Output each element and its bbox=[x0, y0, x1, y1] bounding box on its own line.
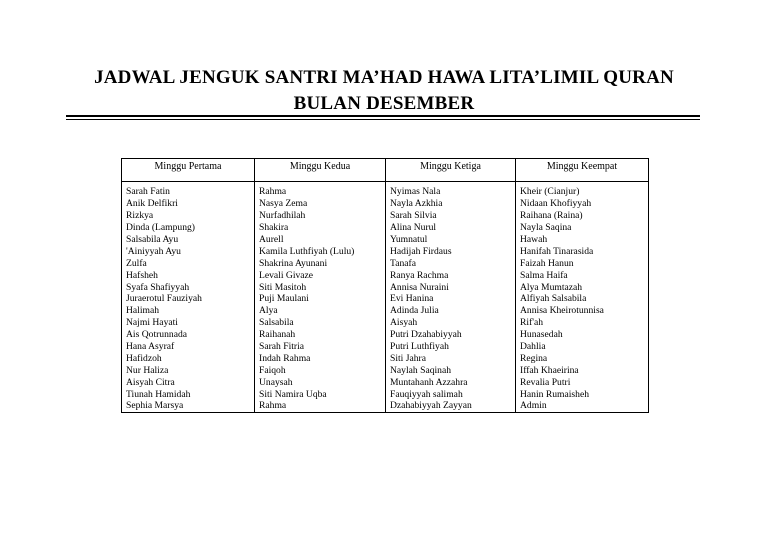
table-row bbox=[122, 293, 649, 305]
table-cell-week-4: Nidaan Khofiyyah bbox=[516, 198, 649, 210]
title-rule-thick bbox=[66, 115, 700, 117]
table-cell-week-4: Revalia Putri bbox=[516, 376, 649, 388]
table-cell-week-2: Nasya Zema bbox=[255, 198, 386, 210]
table-cell-week-1: Halimah bbox=[122, 305, 255, 317]
table-cell-week-1: Syafa Shafiyyah bbox=[122, 281, 255, 293]
table-cell-week-1: Aisyah Citra bbox=[122, 376, 255, 388]
table-cell-week-3: Putri Luthfiyah bbox=[386, 341, 516, 353]
table-cell-week-1: Sephia Marsya bbox=[122, 400, 255, 412]
table-cell-week-3: Yumnatul bbox=[386, 234, 516, 246]
table-cell-week-2: Shakrina Ayunani bbox=[255, 257, 386, 269]
table-cell-week-1: Salsabila Ayu bbox=[122, 234, 255, 246]
table-cell-week-4: Faizah Hanun bbox=[516, 257, 649, 269]
table-cell-week-1: Ais Qotrunnada bbox=[122, 329, 255, 341]
table-cell-week-2: Faiqoh bbox=[255, 364, 386, 376]
table-cell-week-1: Hafidzoh bbox=[122, 352, 255, 364]
table-cell-week-4: Rif'ah bbox=[516, 317, 649, 329]
table-cell-week-3: Evi Hanina bbox=[386, 293, 516, 305]
table-cell-week-1: Tiunah Hamidah bbox=[122, 388, 255, 400]
table-cell-week-3: Tanafa bbox=[386, 257, 516, 269]
table-row bbox=[122, 234, 649, 246]
table-cell-week-3: Nayla Azkhia bbox=[386, 198, 516, 210]
table-cell-week-2: Salsabila bbox=[255, 317, 386, 329]
table-cell-week-2: Aurell bbox=[255, 234, 386, 246]
table-row bbox=[122, 352, 649, 364]
table-cell-week-4: Iffah Khaeirina bbox=[516, 364, 649, 376]
table-cell-week-4: Alfiyah Salsabila bbox=[516, 293, 649, 305]
table-cell-week-4: Dahlia bbox=[516, 341, 649, 353]
table-cell-week-4: Annisa Kheirotunnisa bbox=[516, 305, 649, 317]
table-row bbox=[122, 198, 649, 210]
table-cell-week-3: Fauqiyyah salimah bbox=[386, 388, 516, 400]
table-cell-week-4: Hunasedah bbox=[516, 329, 649, 341]
table-cell-week-2: Unaysah bbox=[255, 376, 386, 388]
table-cell-week-3: Ranya Rachma bbox=[386, 269, 516, 281]
table-row bbox=[122, 222, 649, 234]
document-subtitle: BULAN DESEMBER bbox=[293, 93, 475, 114]
table-cell-week-4: Alya Mumtazah bbox=[516, 281, 649, 293]
table-cell-week-2: Levali Givaze bbox=[255, 269, 386, 281]
table-cell-week-3: Putri Dzahabiyyah bbox=[386, 329, 516, 341]
table-cell-week-4: Regina bbox=[516, 352, 649, 364]
table-cell-week-2: Siti Masitoh bbox=[255, 281, 386, 293]
table-cell-week-2: Nurfadhilah bbox=[255, 210, 386, 222]
table-cell-week-1: Anik Delfikri bbox=[122, 198, 255, 210]
table-cell-week-4: Admin bbox=[516, 400, 649, 412]
table-row bbox=[122, 400, 649, 412]
table-row bbox=[122, 186, 649, 198]
table-cell-week-3: Alina Nurul bbox=[386, 222, 516, 234]
table-cell-week-4: Hawah bbox=[516, 234, 649, 246]
table-cell-week-2: Raihanah bbox=[255, 329, 386, 341]
table-row bbox=[122, 376, 649, 388]
column-header-week-2: Minggu Kedua bbox=[255, 159, 386, 182]
table-cell-week-3: Sarah Silvia bbox=[386, 210, 516, 222]
table-cell-week-2: Indah Rahma bbox=[255, 352, 386, 364]
table-cell-week-1: Sarah Fatin bbox=[122, 186, 255, 198]
table-cell-week-4: Hanifah Tinarasida bbox=[516, 245, 649, 257]
table-cell-week-4: Nayla Saqina bbox=[516, 222, 649, 234]
table-cell-week-4: Salma Haifa bbox=[516, 269, 649, 281]
table-cell-week-1: Najmi Hayati bbox=[122, 317, 255, 329]
table-cell-week-4: Hanin Rumaisheh bbox=[516, 388, 649, 400]
table-cell-week-2: Puji Maulani bbox=[255, 293, 386, 305]
column-header-week-3: Minggu Ketiga bbox=[386, 159, 516, 182]
table-cell-week-2: Shakira bbox=[255, 222, 386, 234]
table-row bbox=[122, 341, 649, 353]
table-cell-week-3: Siti Jahra bbox=[386, 352, 516, 364]
table-cell-week-2: Alya bbox=[255, 305, 386, 317]
table-cell-week-2: Rahma bbox=[255, 186, 386, 198]
table-cell-week-3: Hadijah Firdaus bbox=[386, 245, 516, 257]
table-cell-week-1: Rizkya bbox=[122, 210, 255, 222]
table-row bbox=[122, 388, 649, 400]
table-cell-week-3: Dzahabiyyah Zayyan bbox=[386, 400, 516, 412]
table-cell-week-3: Nyimas Nala bbox=[386, 186, 516, 198]
table-cell-week-1: 'Ainiyyah Ayu bbox=[122, 245, 255, 257]
table-cell-week-2: Kamila Luthfiyah (Lulu) bbox=[255, 245, 386, 257]
table-cell-week-3: Naylah Saqinah bbox=[386, 364, 516, 376]
column-header-week-4: Minggu Keempat bbox=[516, 159, 649, 182]
table-cell-week-1: Hafsheh bbox=[122, 269, 255, 281]
table-row bbox=[122, 210, 649, 222]
table-cell-week-1: Nur Haliza bbox=[122, 364, 255, 376]
table-cell-week-1: Zulfa bbox=[122, 257, 255, 269]
visit-schedule-table bbox=[121, 158, 649, 413]
table-body bbox=[122, 182, 649, 413]
table-row bbox=[122, 269, 649, 281]
table-cell-week-2: Rahma bbox=[255, 400, 386, 412]
table-row bbox=[122, 257, 649, 269]
table-cell-week-1: Juraerotul Fauziyah bbox=[122, 293, 255, 305]
table-cell-week-2: Siti Namira Uqba bbox=[255, 388, 386, 400]
table-row bbox=[122, 364, 649, 376]
table-row bbox=[122, 329, 649, 341]
table-cell-week-2: Sarah Fitria bbox=[255, 341, 386, 353]
table-cell-week-3: Aisyah bbox=[386, 317, 516, 329]
table-row bbox=[122, 245, 649, 257]
document-title: JADWAL JENGUK SANTRI MA’HAD HAWA LITA’LIMIL QURAN bbox=[94, 67, 674, 88]
table-cell-week-4: Kheir (Cianjur) bbox=[516, 186, 649, 198]
table-cell-week-1: Dinda (Lampung) bbox=[122, 222, 255, 234]
table-cell-week-1: Hana Asyraf bbox=[122, 341, 255, 353]
table-row bbox=[122, 317, 649, 329]
title-rule-thin bbox=[66, 119, 700, 120]
table-cell-week-3: Muntahanh Azzahra bbox=[386, 376, 516, 388]
table-cell-week-3: Annisa Nuraini bbox=[386, 281, 516, 293]
table-cell-week-3: Adinda Julia bbox=[386, 305, 516, 317]
column-header-week-1: Minggu Pertama bbox=[122, 159, 255, 182]
table-row bbox=[122, 305, 649, 317]
table-row bbox=[122, 281, 649, 293]
table-header-row bbox=[122, 159, 649, 182]
table-cell-week-4: Raihana (Raina) bbox=[516, 210, 649, 222]
